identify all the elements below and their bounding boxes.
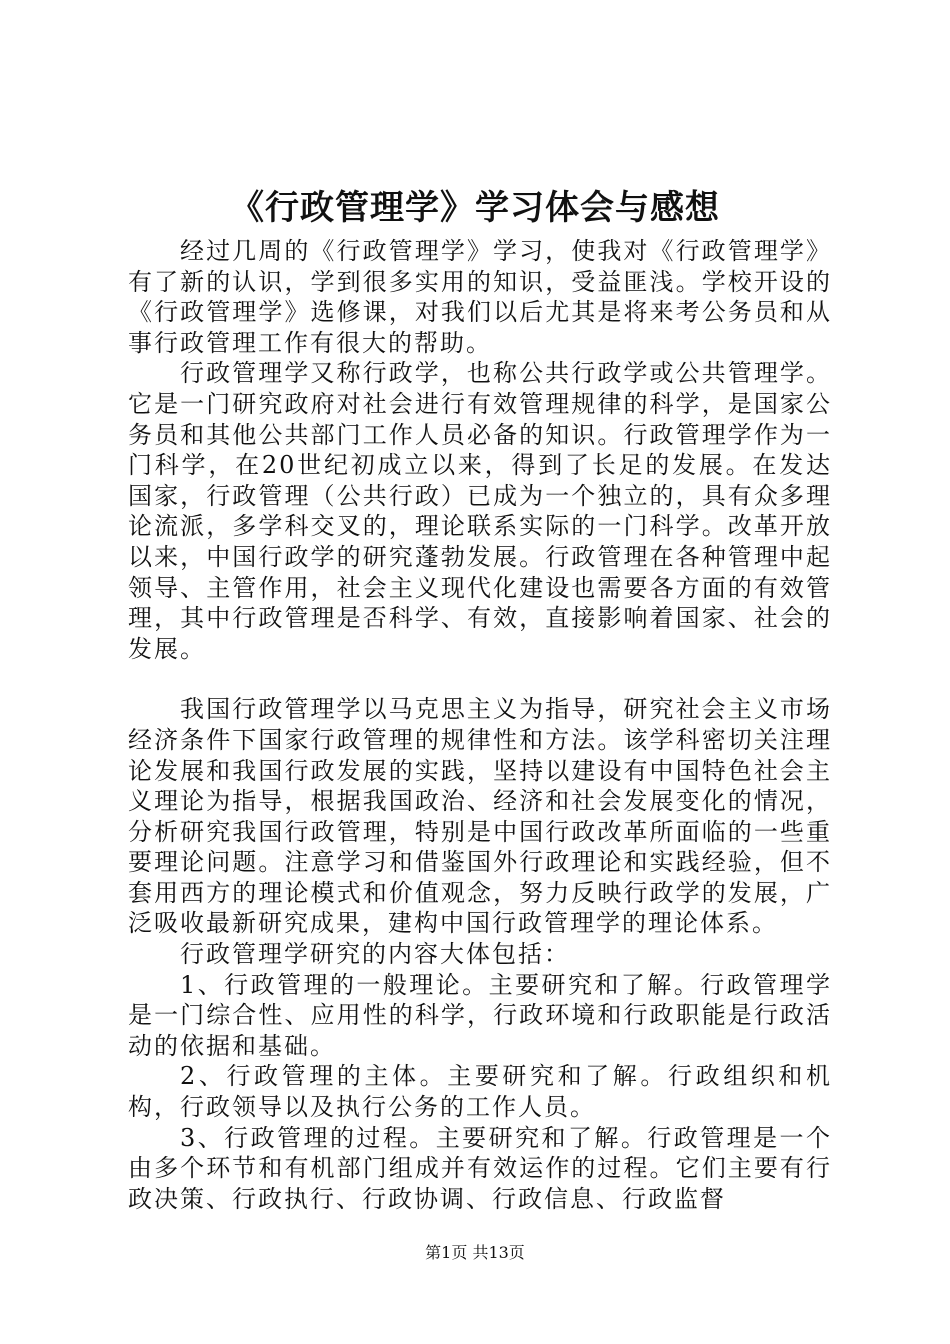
paragraph-guidance: 我国行政管理学以马克思主义为指导，研究社会主义市场经济条件下国家行政管理的规律性和方法。该学科密切关注理论发展和我国行政发展的实践，坚持以建设有中国特色社会主义理论为指导，根据我国政治、经济和社会发展变化的情况，分析研究我国行政管理，特别是中国行政改革所面临的一些重要理论问题。注意学习和借鉴国外行政理论和实践经验，但不套用西方的理论模式和价值观念，努力反映行政学的发展，广泛吸收最新研究成果，建构中国行政管理学的理论体系。 xyxy=(128,695,832,938)
document-title: 《行政管理学》学习体会与感想 xyxy=(230,188,720,228)
paragraph-item-3: 3、行政管理的过程。主要研究和了解。行政管理是一个由多个环节和有机部门组成并有效运作的过程。它们主要有行政决策、行政执行、行政协调、行政信息、行政监督 xyxy=(128,1123,832,1213)
paragraph-definition: 行政管理学又称行政学，也称公共行政学或公共管理学。它是一门研究政府对社会进行有效管理规律的科学，是国家公务员和其他公共部门工作人员必备的知识。行政管理学作为一门科学，在20世纪初成立以来，得到了长足的发展。在发达国家，行政管理（公共行政）已成为一个独立的，具有众多理论流派，多学科交叉的，理论联系实际的一门科学。改革开放以来，中国行政学的研究蓬勃发展。行政管理在各种管理中起领导、主管作用，社会主义现代化建设也需要各方面的有效管理，其中行政管理是否科学、有效，直接影响着国家、社会的发展。 xyxy=(128,359,832,663)
paragraph-content-heading: 行政管理学研究的内容大体包括： xyxy=(180,940,570,969)
paragraph-intro: 经过几周的《行政管理学》学习，使我对《行政管理学》有了新的认识，学到很多实用的知识，受益匪浅。学校开设的《行政管理学》选修课，对我们以后尤其是将来考公务员和从事行政管理工作有很大的帮助。 xyxy=(128,237,832,357)
document-body xyxy=(128,236,832,1214)
paragraph-item-1: 1、行政管理的一般理论。主要研究和了解。行政管理学是一门综合性、应用性的科学，行政环境和行政职能是行政活动的依据和基础。 xyxy=(128,970,832,1060)
paragraph-item-2: 2、行政管理的主体。主要研究和了解。行政组织和机构，行政领导以及执行公务的工作人员。 xyxy=(128,1062,832,1122)
page-footer: 第1页 共13页 xyxy=(425,1243,525,1262)
